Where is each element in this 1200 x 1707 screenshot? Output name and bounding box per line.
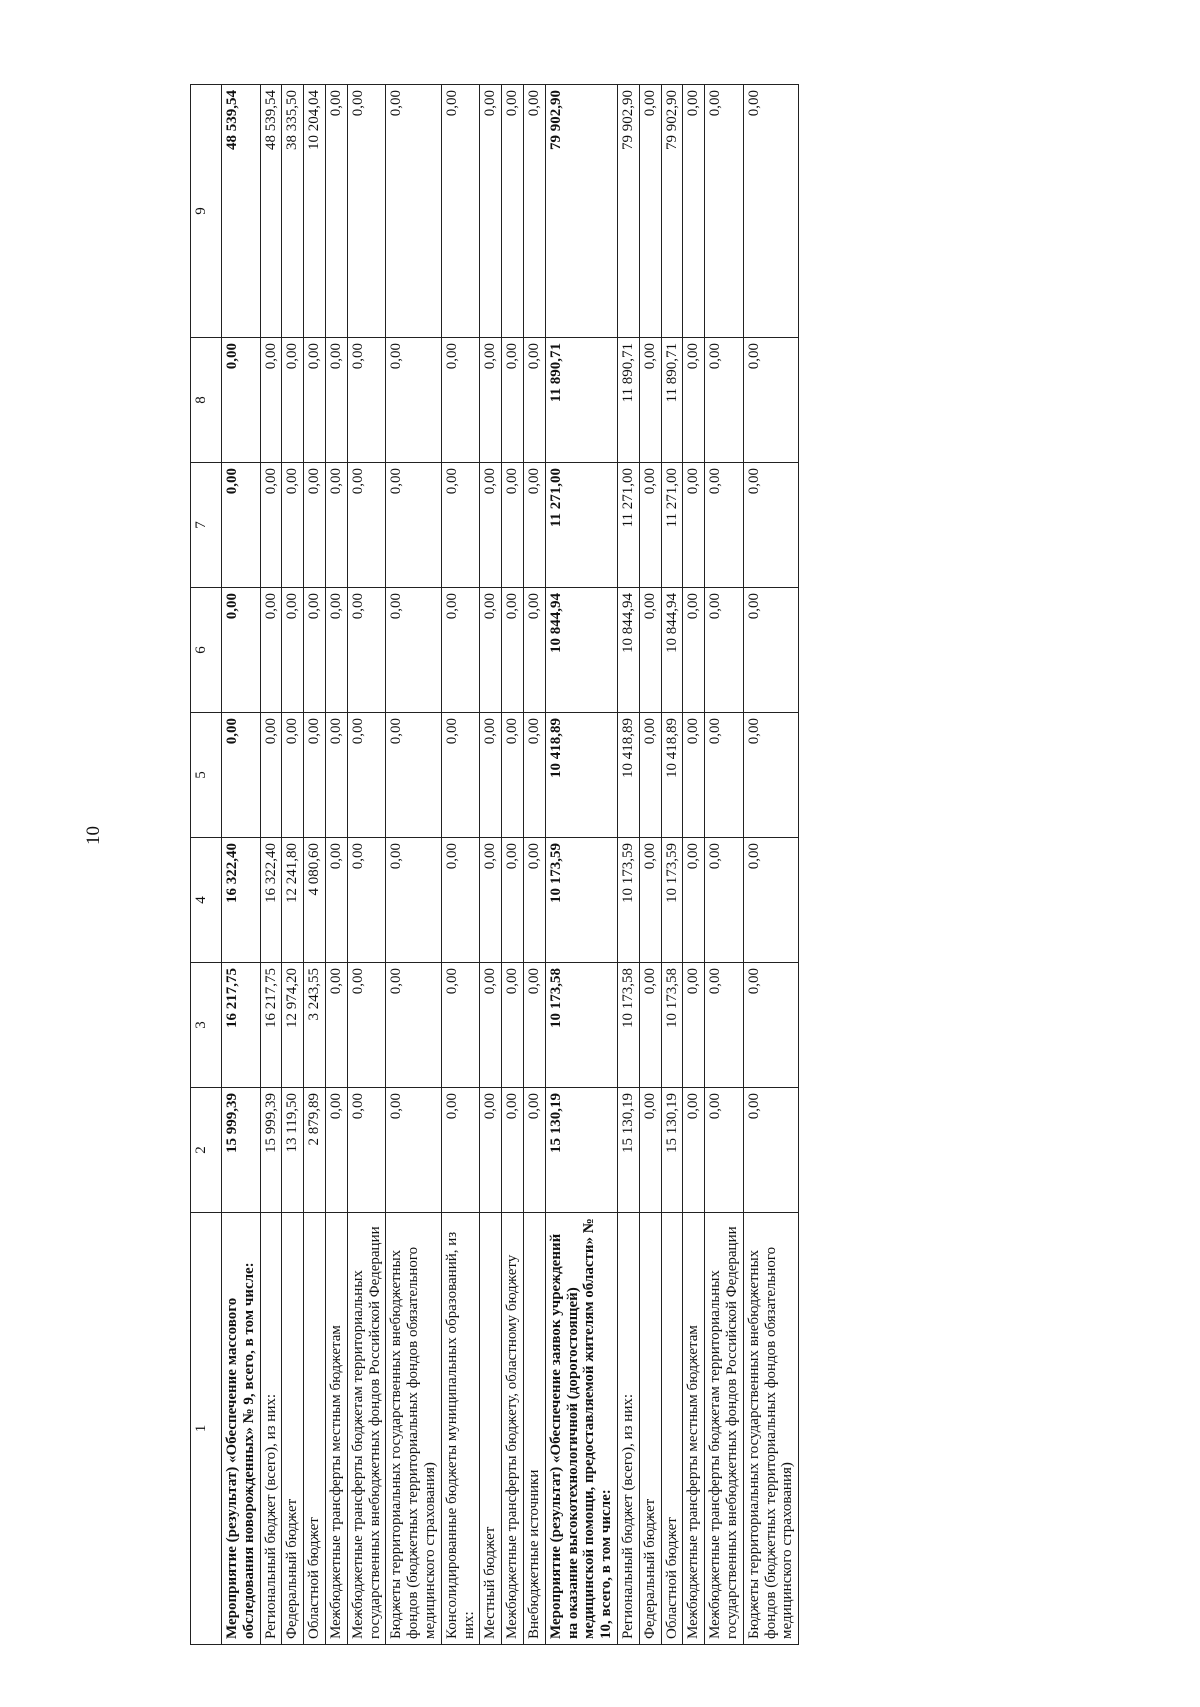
value-cell: 0,00 (480, 838, 502, 963)
value-cell: 0,00 (282, 588, 304, 713)
value-cell: 0,00 (347, 85, 386, 338)
value-cell: 3 243,55 (304, 963, 326, 1088)
value-cell: 10 173,58 (545, 963, 617, 1088)
row-label: Консолидированные бюджеты муниципальных образований, из них: (441, 1213, 480, 1645)
value-cell: 0,00 (386, 463, 441, 588)
value-cell: 10 173,59 (545, 838, 617, 963)
value-cell: 0,00 (705, 463, 744, 588)
value-cell: 0,00 (683, 838, 705, 963)
value-cell: 0,00 (502, 85, 524, 338)
value-cell: 16 217,75 (260, 963, 282, 1088)
row-label: Региональный бюджет (всего), из них: (617, 1213, 639, 1645)
value-cell: 0,00 (325, 713, 347, 838)
value-cell: 10 844,94 (661, 588, 683, 713)
value-cell: 13 119,50 (282, 1088, 304, 1213)
value-cell: 0,00 (386, 713, 441, 838)
value-cell: 0,00 (304, 588, 326, 713)
value-cell: 0,00 (683, 85, 705, 338)
value-cell: 0,00 (743, 963, 798, 1088)
value-cell: 0,00 (705, 838, 744, 963)
value-cell: 79 902,90 (545, 85, 617, 338)
value-cell: 0,00 (441, 85, 480, 338)
value-cell: 0,00 (502, 713, 524, 838)
table-row (441, 85, 480, 1645)
value-cell: 0,00 (282, 463, 304, 588)
value-cell: 0,00 (441, 1088, 480, 1213)
value-cell: 0,00 (325, 85, 347, 338)
value-cell: 0,00 (523, 463, 545, 588)
row-label: Межбюджетные трансферты бюджетам территориальных государственных внебюджетных фондов Российской Федерации (705, 1213, 744, 1645)
page-number: 10 (83, 826, 104, 845)
table-row (282, 85, 304, 1645)
header-cell: 8 (191, 338, 222, 463)
value-cell: 0,00 (222, 713, 261, 838)
value-cell: 0,00 (523, 963, 545, 1088)
value-cell: 0,00 (386, 588, 441, 713)
table-row (304, 85, 326, 1645)
value-cell: 0,00 (304, 713, 326, 838)
value-cell: 0,00 (441, 463, 480, 588)
value-cell: 10 418,89 (545, 713, 617, 838)
value-cell: 0,00 (743, 463, 798, 588)
value-cell: 0,00 (743, 838, 798, 963)
value-cell: 0,00 (282, 338, 304, 463)
value-cell: 0,00 (222, 338, 261, 463)
value-cell: 15 999,39 (260, 1088, 282, 1213)
value-cell: 15 130,19 (661, 1088, 683, 1213)
row-label: Внебюджетные источники (523, 1213, 545, 1645)
value-cell: 11 890,71 (661, 338, 683, 463)
table-row (683, 85, 705, 1645)
value-cell: 0,00 (386, 963, 441, 1088)
value-cell: 0,00 (523, 338, 545, 463)
value-cell: 0,00 (502, 963, 524, 1088)
value-cell: 0,00 (260, 338, 282, 463)
value-cell: 11 271,00 (661, 463, 683, 588)
value-cell: 0,00 (683, 588, 705, 713)
value-cell: 0,00 (639, 338, 661, 463)
value-cell: 0,00 (347, 338, 386, 463)
table-row (502, 85, 524, 1645)
value-cell: 0,00 (523, 838, 545, 963)
value-cell: 0,00 (441, 588, 480, 713)
value-cell: 0,00 (523, 588, 545, 713)
value-cell: 15 999,39 (222, 1088, 261, 1213)
value-cell: 0,00 (222, 463, 261, 588)
header-cell: 6 (191, 588, 222, 713)
value-cell: 10 173,59 (617, 838, 639, 963)
value-cell: 48 539,54 (260, 85, 282, 338)
value-cell: 0,00 (441, 838, 480, 963)
value-cell: 15 130,19 (545, 1088, 617, 1213)
value-cell: 0,00 (523, 1088, 545, 1213)
row-label: Мероприятие (результат) «Обеспечение массового обследования новорожденных» № 9, всего, в том числе: (222, 1213, 261, 1645)
value-cell: 0,00 (705, 338, 744, 463)
value-cell: 0,00 (480, 588, 502, 713)
row-label: Федеральный бюджет (639, 1213, 661, 1645)
value-cell: 10 844,94 (545, 588, 617, 713)
header-cell: 5 (191, 713, 222, 838)
value-cell: 0,00 (441, 963, 480, 1088)
table-row (617, 85, 639, 1645)
value-cell: 0,00 (743, 1088, 798, 1213)
value-cell: 0,00 (683, 963, 705, 1088)
value-cell: 38 335,50 (282, 85, 304, 338)
header-cell: 7 (191, 463, 222, 588)
value-cell: 0,00 (347, 588, 386, 713)
row-label: Мероприятие (результат) «Обеспечение заявок учреждений на оказание высокотехнологичной (дорогостоящей) медицинской помощи, предоставляемой жителям области» № 10, всего, в том числе: (545, 1213, 617, 1645)
header-cell: 3 (191, 963, 222, 1088)
value-cell: 11 890,71 (617, 338, 639, 463)
value-cell: 0,00 (502, 1088, 524, 1213)
value-cell: 0,00 (386, 1088, 441, 1213)
table-row (743, 85, 798, 1645)
value-cell: 0,00 (523, 713, 545, 838)
value-cell: 0,00 (639, 588, 661, 713)
value-cell: 15 130,19 (617, 1088, 639, 1213)
value-cell: 0,00 (282, 713, 304, 838)
value-cell: 0,00 (502, 838, 524, 963)
value-cell: 2 879,89 (304, 1088, 326, 1213)
value-cell: 0,00 (480, 713, 502, 838)
value-cell: 0,00 (325, 838, 347, 963)
value-cell: 0,00 (683, 1088, 705, 1213)
row-label: Региональный бюджет (всего), из них: (260, 1213, 282, 1645)
value-cell: 0,00 (325, 1088, 347, 1213)
value-cell: 0,00 (222, 588, 261, 713)
table-row (480, 85, 502, 1645)
value-cell: 0,00 (502, 463, 524, 588)
value-cell: 0,00 (639, 838, 661, 963)
value-cell: 0,00 (260, 463, 282, 588)
value-cell: 0,00 (705, 713, 744, 838)
header-cell: 1 (191, 1213, 222, 1645)
table-row (386, 85, 441, 1645)
value-cell: 0,00 (743, 85, 798, 338)
rotated-table-container (190, 85, 1050, 1645)
value-cell: 0,00 (705, 85, 744, 338)
value-cell: 0,00 (743, 338, 798, 463)
value-cell: 0,00 (743, 588, 798, 713)
value-cell: 16 217,75 (222, 963, 261, 1088)
value-cell: 0,00 (260, 713, 282, 838)
row-label: Местный бюджет (480, 1213, 502, 1645)
value-cell: 4 080,60 (304, 838, 326, 963)
value-cell: 10 418,89 (661, 713, 683, 838)
value-cell: 48 539,54 (222, 85, 261, 338)
value-cell: 0,00 (523, 85, 545, 338)
value-cell: 0,00 (683, 463, 705, 588)
table-body (222, 85, 799, 1645)
value-cell: 0,00 (304, 463, 326, 588)
table-header-row (191, 85, 222, 1645)
value-cell: 0,00 (304, 338, 326, 463)
value-cell: 0,00 (325, 463, 347, 588)
value-cell: 0,00 (639, 963, 661, 1088)
table-row (523, 85, 545, 1645)
value-cell: 0,00 (639, 85, 661, 338)
header-cell: 2 (191, 1088, 222, 1213)
value-cell: 12 241,80 (282, 838, 304, 963)
row-label: Федеральный бюджет (282, 1213, 304, 1645)
value-cell: 0,00 (480, 463, 502, 588)
value-cell: 11 271,00 (617, 463, 639, 588)
value-cell: 0,00 (347, 963, 386, 1088)
value-cell: 16 322,40 (260, 838, 282, 963)
value-cell: 0,00 (260, 588, 282, 713)
row-label: Областной бюджет (661, 1213, 683, 1645)
value-cell: 0,00 (480, 963, 502, 1088)
table-row (222, 85, 261, 1645)
value-cell: 11 890,71 (545, 338, 617, 463)
value-cell: 0,00 (347, 463, 386, 588)
value-cell: 0,00 (743, 713, 798, 838)
table-row (260, 85, 282, 1645)
value-cell: 10 173,58 (661, 963, 683, 1088)
header-cell: 9 (191, 85, 222, 338)
value-cell: 0,00 (502, 588, 524, 713)
value-cell: 0,00 (441, 338, 480, 463)
value-cell: 0,00 (325, 963, 347, 1088)
value-cell: 0,00 (386, 85, 441, 338)
value-cell: 0,00 (502, 338, 524, 463)
header-cell: 4 (191, 838, 222, 963)
table-row (639, 85, 661, 1645)
value-cell: 0,00 (639, 463, 661, 588)
value-cell: 0,00 (705, 963, 744, 1088)
value-cell: 0,00 (639, 1088, 661, 1213)
value-cell: 10 204,04 (304, 85, 326, 338)
value-cell: 0,00 (480, 1088, 502, 1213)
table-row (325, 85, 347, 1645)
value-cell: 0,00 (683, 713, 705, 838)
row-label: Межбюджетные трансферты местным бюджетам (325, 1213, 347, 1645)
value-cell: 0,00 (347, 838, 386, 963)
value-cell: 0,00 (639, 713, 661, 838)
row-label: Межбюджетные трансферты бюджетам территориальных государственных внебюджетных фондов Российской Федерации (347, 1213, 386, 1645)
value-cell: 0,00 (705, 588, 744, 713)
value-cell: 16 322,40 (222, 838, 261, 963)
table-row (347, 85, 386, 1645)
value-cell: 0,00 (347, 1088, 386, 1213)
value-cell: 0,00 (480, 85, 502, 338)
value-cell: 0,00 (325, 588, 347, 713)
value-cell: 79 902,90 (617, 85, 639, 338)
row-label: Межбюджетные трансферты бюджету, областному бюджету (502, 1213, 524, 1645)
table-row (661, 85, 683, 1645)
value-cell: 0,00 (480, 338, 502, 463)
value-cell: 10 173,58 (617, 963, 639, 1088)
value-cell: 12 974,20 (282, 963, 304, 1088)
budget-table (190, 84, 799, 1645)
value-cell: 11 271,00 (545, 463, 617, 588)
row-label: Областной бюджет (304, 1213, 326, 1645)
value-cell: 0,00 (325, 338, 347, 463)
table-row (705, 85, 744, 1645)
value-cell: 0,00 (386, 838, 441, 963)
value-cell: 0,00 (386, 338, 441, 463)
value-cell: 0,00 (441, 713, 480, 838)
value-cell: 0,00 (347, 713, 386, 838)
row-label: Бюджеты территориальных государственных внебюджетных фондов (бюджетных территориальных фондов обязательного медицинского страхования) (743, 1213, 798, 1645)
value-cell: 0,00 (705, 1088, 744, 1213)
value-cell: 10 173,59 (661, 838, 683, 963)
table-row (545, 85, 617, 1645)
value-cell: 10 844,94 (617, 588, 639, 713)
value-cell: 10 418,89 (617, 713, 639, 838)
value-cell: 0,00 (683, 338, 705, 463)
row-label: Межбюджетные трансферты местным бюджетам (683, 1213, 705, 1645)
row-label: Бюджеты территориальных государственных внебюджетных фондов (бюджетных территориальных фондов обязательного медицинского страхования) (386, 1213, 441, 1645)
value-cell: 79 902,90 (661, 85, 683, 338)
